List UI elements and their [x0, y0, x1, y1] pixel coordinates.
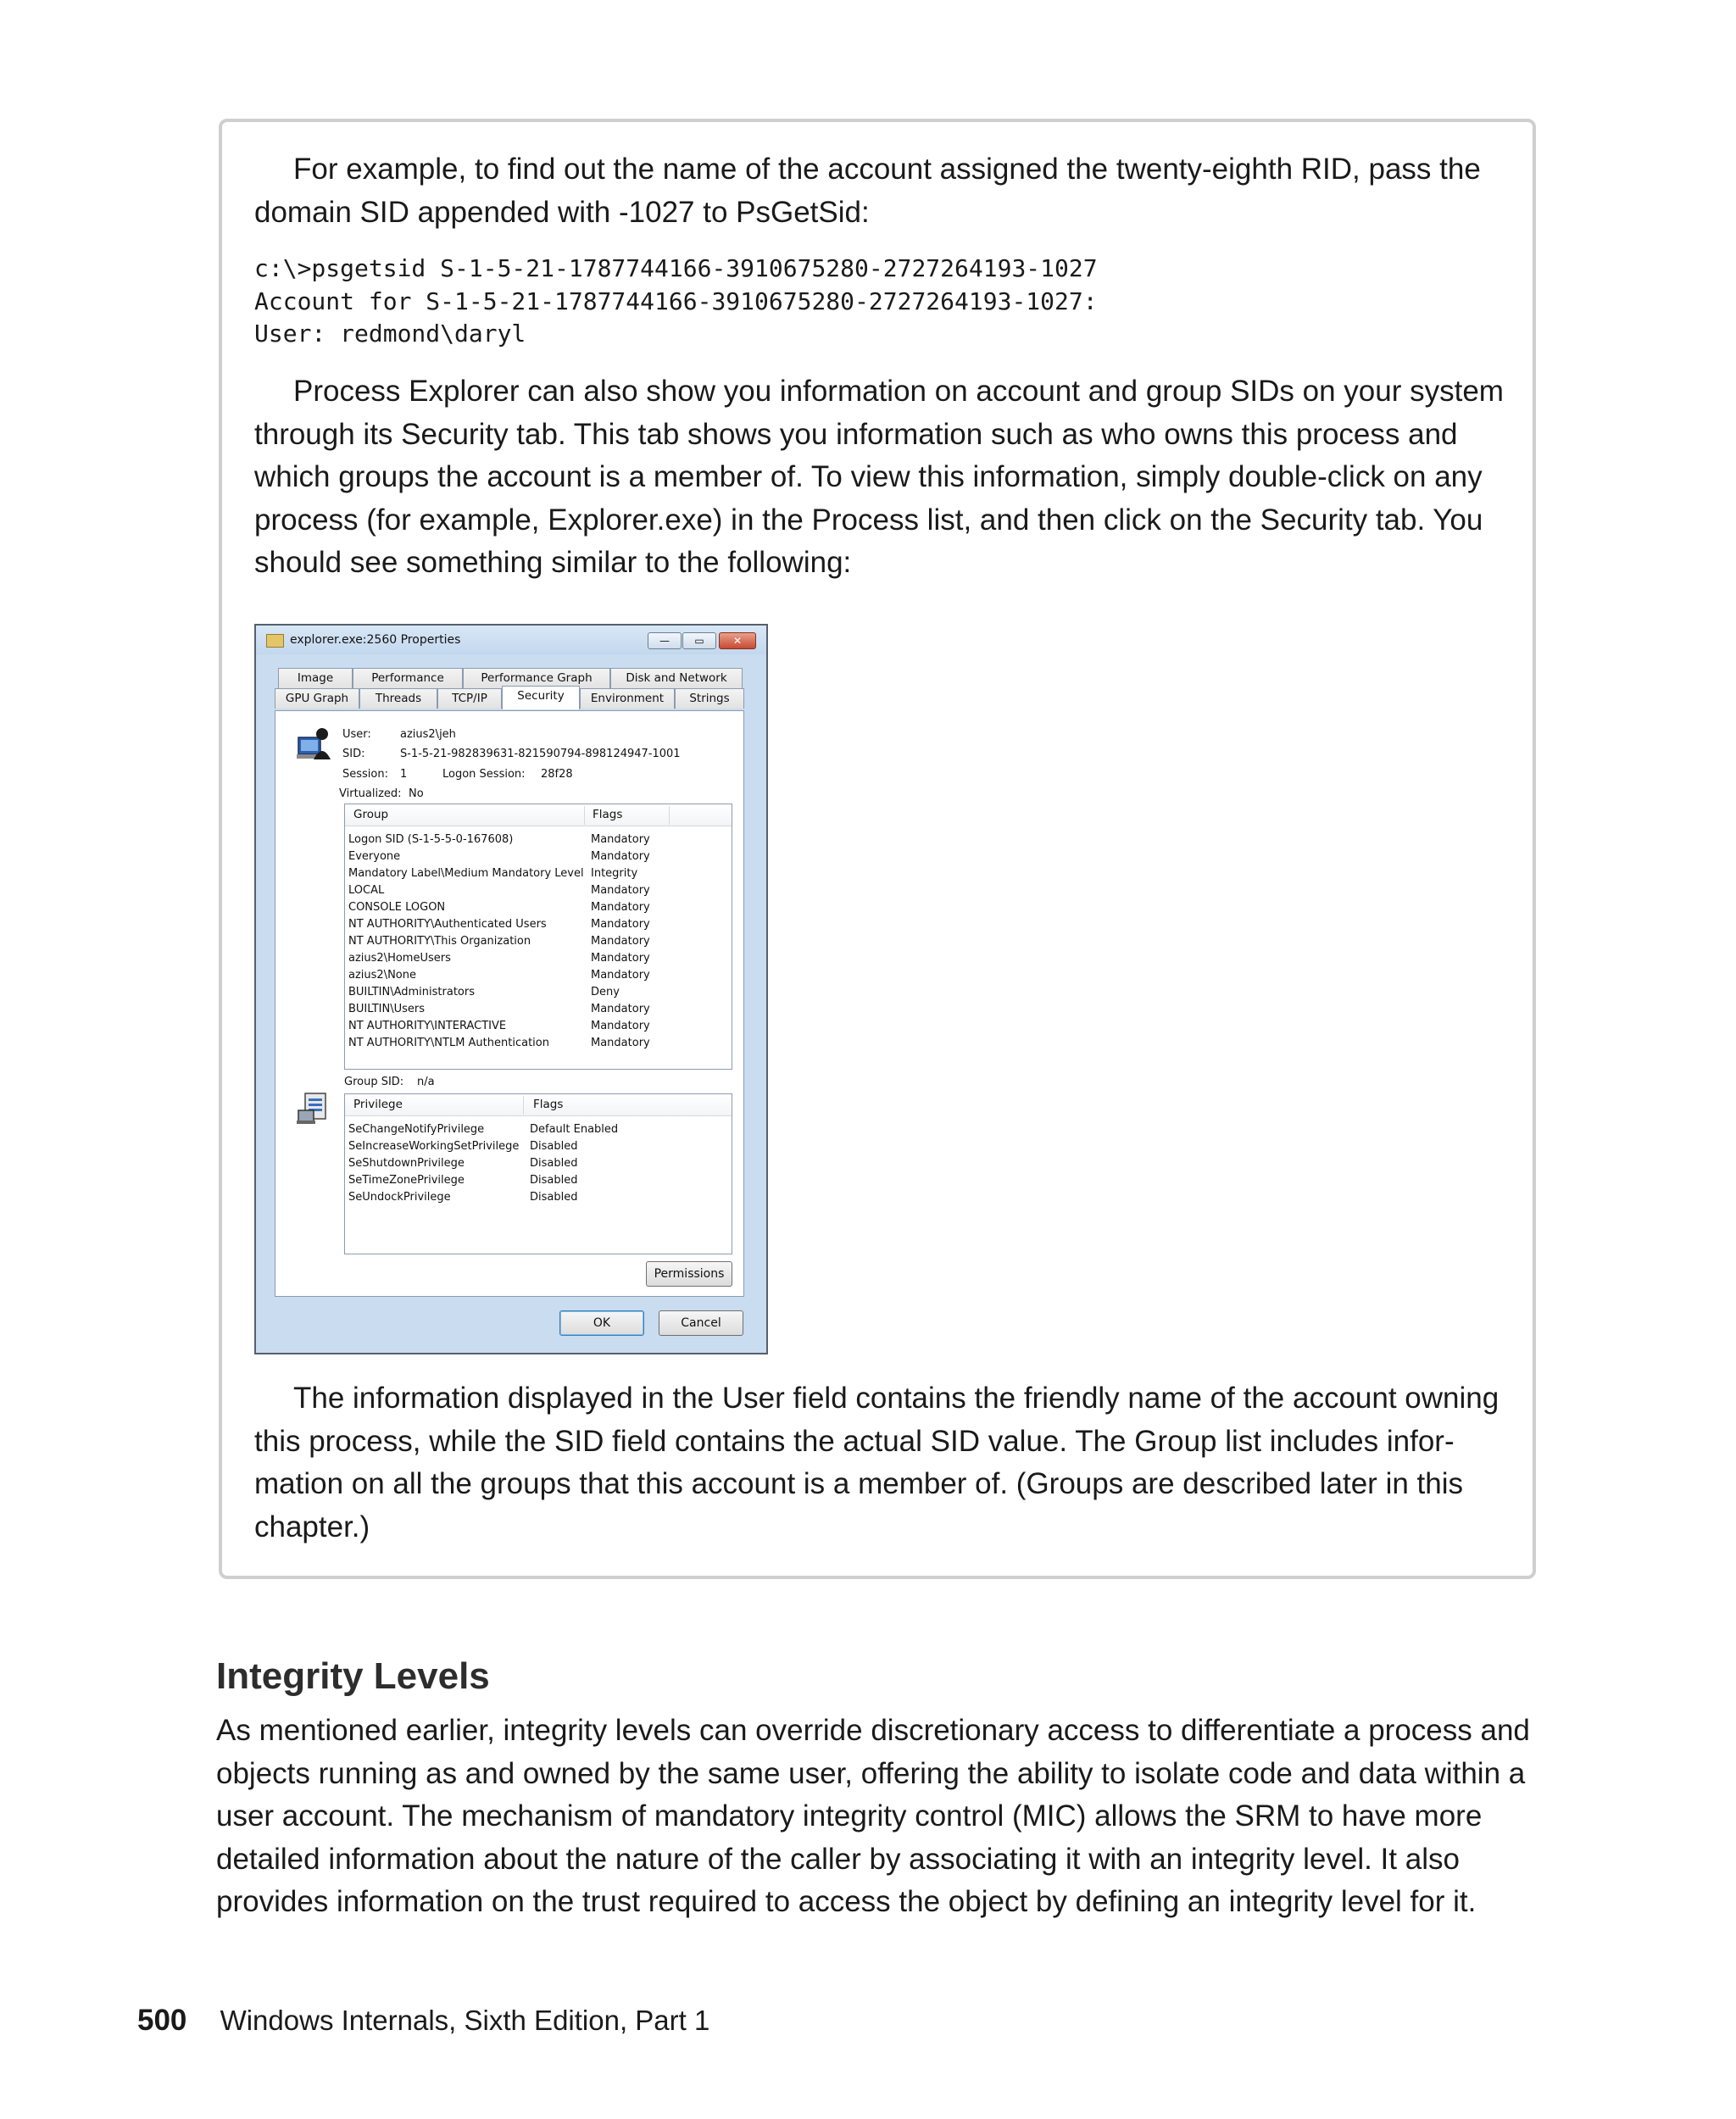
session-value: 1: [400, 768, 408, 781]
cancel-button[interactable]: Cancel: [659, 1310, 743, 1336]
table-row[interactable]: Logon SID (S-1-5-5-0-167608) Mandatory: [348, 833, 650, 846]
tab-tcp-ip[interactable]: TCP/IP: [437, 688, 502, 709]
tab-image[interactable]: Image: [278, 668, 353, 688]
page-footer: [137, 2002, 709, 2039]
section-body: As mentioned earlier, integrity levels can override discretionary access to differentiate a process and objects running as and owned by the same user, offering the ability to isolate code and data within a user account. The mechanism of mandatory integrity control (MIC) allows the SRM to have more detailed information about the nature of the caller by associating it with an integrity level. It also provides information on the trust required to access the object by defining an integrity level for it.: [216, 1714, 1530, 1918]
user-label: User:: [342, 728, 371, 741]
privilege-column-header[interactable]: Privilege: [353, 1098, 403, 1111]
tab-gpu-graph[interactable]: GPU Graph: [275, 688, 359, 709]
group-list[interactable]: [344, 804, 732, 1070]
virtualized-label: Virtualized:: [339, 787, 402, 800]
table-row[interactable]: CONSOLE LOGON Mandatory: [348, 901, 650, 914]
maximize-button[interactable]: ▭: [682, 632, 716, 649]
table-row[interactable]: NT AUTHORITY\Authenticated Users Mandatory: [348, 918, 650, 931]
table-row[interactable]: BUILTIN\Administrators Deny: [348, 986, 620, 998]
folder-icon: [266, 634, 284, 648]
table-row[interactable]: SeIncreaseWorkingSetPrivilege Disabled: [348, 1140, 578, 1153]
table-row[interactable]: SeChangeNotifyPrivilege Default Enabled: [348, 1123, 619, 1136]
code-line-3: User: redmond\daryl: [254, 320, 526, 348]
table-row[interactable]: Mandatory Label\Medium Mandatory Level Integrity: [348, 867, 638, 880]
dialog-titlebar: [256, 626, 766, 654]
table-row[interactable]: azius2\None Mandatory: [348, 969, 650, 982]
privilege-list[interactable]: [344, 1093, 732, 1254]
table-row[interactable]: NT AUTHORITY\This Organization Mandatory: [348, 935, 650, 948]
sid-value: S-1-5-21-982839631-821590794-898124947-1001: [400, 748, 681, 760]
group-sid-label: Group SID:: [344, 1076, 404, 1088]
table-row[interactable]: NT AUTHORITY\INTERACTIVE Mandatory: [348, 1020, 650, 1032]
table-row[interactable]: NT AUTHORITY\NTLM Authentication Mandatory: [348, 1037, 650, 1049]
group-sid-value: n/a: [417, 1076, 435, 1088]
body-paragraph-3: The information displayed in the User field contains the friendly name of the account owning this process, while the SID field contains the actual SID value. The Group list includes infor-mation on all the groups that this account is a member of. (Groups are described later in this chapter.): [254, 1382, 1500, 1543]
dialog-title: explorer.exe:2560 Properties: [290, 633, 461, 647]
tab-performance-graph[interactable]: Performance Graph: [463, 668, 610, 688]
body-paragraph-1: For example, to find out the name of the account assigned the twenty-eighth RID, pass the domain SID appended with -1027 to PsGetSid:: [254, 153, 1481, 229]
table-row[interactable]: Everyone Mandatory: [348, 850, 650, 863]
code-line-2: Account for S-1-5-21-1787744166-3910675280-2727264193-1027:: [254, 286, 1098, 315]
table-row[interactable]: SeTimeZonePrivilege Disabled: [348, 1174, 578, 1187]
ok-button[interactable]: OK: [559, 1310, 644, 1336]
table-row[interactable]: SeShutdownPrivilege Disabled: [348, 1157, 578, 1170]
permissions-button[interactable]: Permissions: [646, 1261, 732, 1287]
tab-performance[interactable]: Performance: [353, 668, 463, 688]
table-row[interactable]: BUILTIN\Users Mandatory: [348, 1003, 650, 1015]
session-label: Session:: [342, 768, 388, 781]
table-row[interactable]: SeUndockPrivilege Disabled: [348, 1191, 578, 1204]
group-list-header: [345, 804, 732, 826]
user-icon: [297, 726, 332, 761]
code-block: [254, 253, 1098, 351]
page-number: 500: [137, 2004, 187, 2037]
minimize-button[interactable]: —: [648, 632, 682, 649]
logon-session-label: Logon Session:: [442, 768, 526, 781]
body-paragraph-2: Process Explorer can also show you information on account and group SIDs on your system through its Security tab. This tab shows you information such as who owns this process and which groups the account is a member of. To view this information, simply double-click on any process (for example, Explorer.exe) in the Process list, and then click on the Security tab. You should see something similar to the following:: [254, 375, 1504, 579]
tab-security[interactable]: Security: [502, 686, 580, 709]
tab-disk-and-network[interactable]: Disk and Network: [610, 668, 743, 688]
properties-dialog: [254, 624, 768, 1354]
sid-label: SID:: [342, 748, 365, 760]
close-button[interactable]: ✕: [719, 632, 756, 649]
privilege-flags-column-header[interactable]: Flags: [533, 1098, 564, 1111]
table-row[interactable]: LOCAL Mandatory: [348, 884, 650, 897]
tab-environment[interactable]: Environment: [580, 688, 675, 709]
virtualized-value: No: [409, 787, 424, 800]
user-value: azius2\jeh: [400, 728, 456, 741]
privilege-list-header: [345, 1094, 732, 1116]
book-title: Windows Internals, Sixth Edition, Part 1: [220, 2005, 710, 2036]
group-column-header[interactable]: Group: [353, 808, 389, 821]
flags-column-header[interactable]: Flags: [593, 808, 623, 821]
tab-strings[interactable]: Strings: [675, 688, 744, 709]
tab-threads[interactable]: Threads: [359, 688, 437, 709]
section-heading: Integrity Levels: [216, 1655, 490, 1697]
privilege-icon: [297, 1092, 331, 1126]
logon-session-value: 28f28: [541, 768, 573, 781]
code-line-1: c:\>psgetsid S-1-5-21-1787744166-3910675280-2727264193-1027: [254, 254, 1098, 282]
table-row[interactable]: azius2\HomeUsers Mandatory: [348, 952, 650, 965]
